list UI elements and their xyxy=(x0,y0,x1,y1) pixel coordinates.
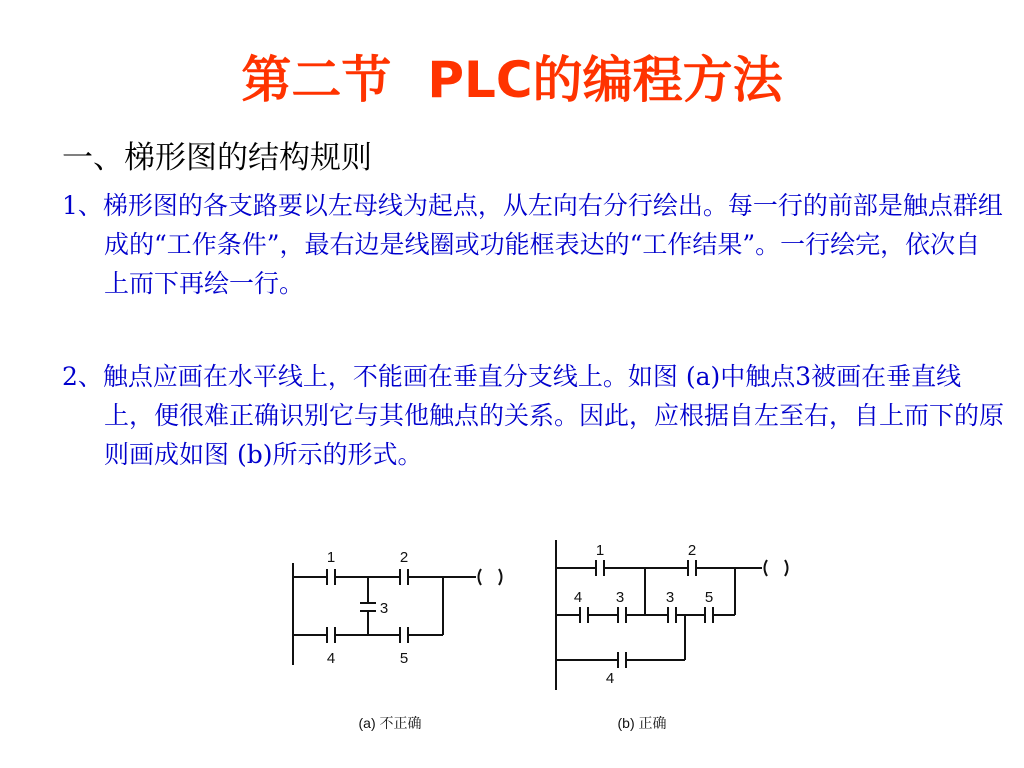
diagram-b-contact-2-label: 2 xyxy=(687,542,697,559)
diagram-a-contact-4-label: 4 xyxy=(326,650,336,667)
paragraph-rule-1: 1、梯形图的各支路要以左母线为起点，从左向右分行绘出。每一行的前部是触点群组成的“工作条件”，最右边是线圈或功能框表达的“工作结果”。一行绘完，依次自上而下再绘一行。 xyxy=(62,191,1003,298)
diagram-b-contact-5-label: 5 xyxy=(704,589,714,606)
diagram-a-contact-2-label: 2 xyxy=(399,549,409,566)
section-heading: 一、梯形图的结构规则 xyxy=(62,140,372,176)
diagram-a-caption: (a) 不正确 xyxy=(358,715,422,731)
diagram-b-caption: (b) 正确 xyxy=(617,715,667,731)
paragraph-rule-2: 2、触点应画在水平线上，不能画在垂直分支线上。如图 (a)中触点3被画在垂直线上，便很难正确识别它与其他触点的关系。因此，应根据自左至右，自上而下的原则画成如图 (b)所示的形式。 xyxy=(62,362,1005,469)
diagram-a-contact-5-label: 5 xyxy=(399,650,409,667)
diagram-b-lines xyxy=(556,540,788,690)
diagram-b-contact-3b-label: 3 xyxy=(665,589,675,606)
slide-title xyxy=(0,40,1024,112)
diagram-b-contact-3-label: 3 xyxy=(615,589,625,606)
diagram-a-contact-3-label: 3 xyxy=(379,600,389,617)
diagram-a-contact-1-label: 1 xyxy=(326,549,336,566)
ladder-diagram-figure xyxy=(280,535,840,740)
diagram-b-contact-4-label: 4 xyxy=(573,589,583,606)
diagram-b-contact-1-label: 1 xyxy=(595,542,605,559)
diagram-a-lines xyxy=(293,563,502,665)
diagram-b-contact-4b-label: 4 xyxy=(605,670,615,687)
title-section-label: 第二节 xyxy=(241,51,392,109)
title-topic: PLC的编程方法 xyxy=(427,51,783,109)
